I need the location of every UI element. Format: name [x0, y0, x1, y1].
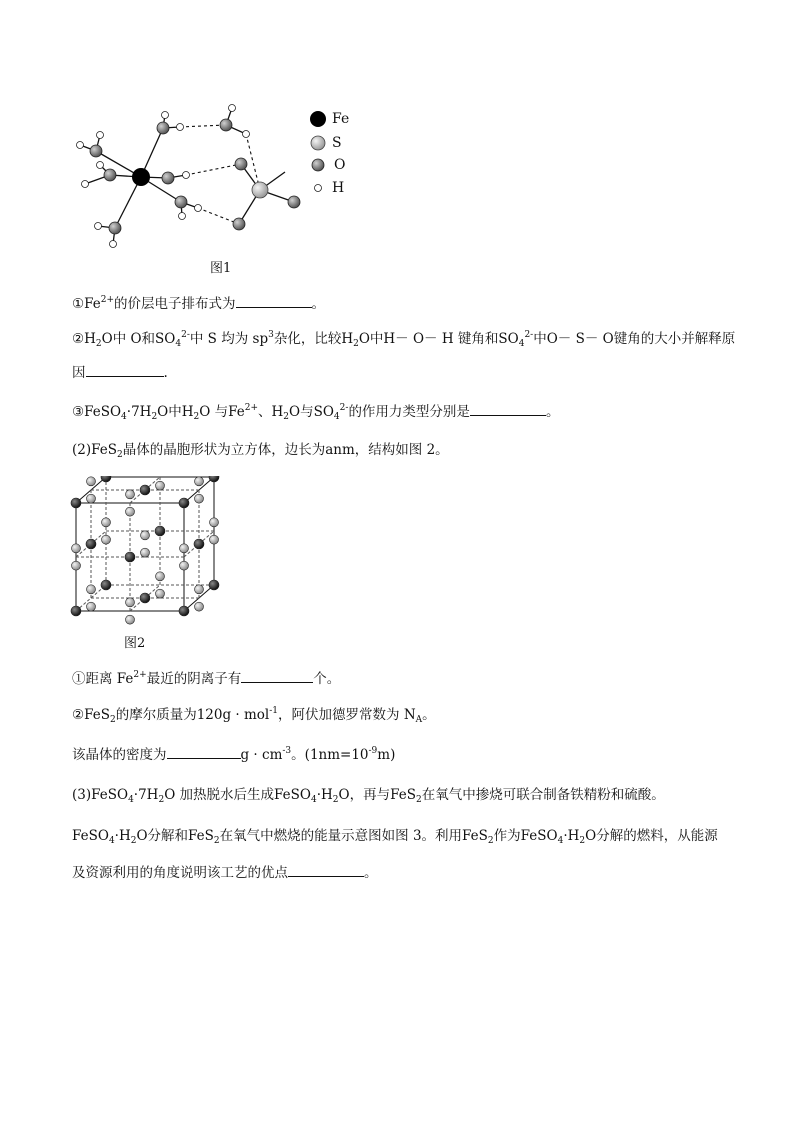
answer-blank[interactable] [288, 862, 364, 877]
text: FeSO [72, 828, 109, 844]
sup: -9 [368, 746, 378, 756]
q2-item3 [72, 741, 395, 765]
sup: 2- [524, 330, 534, 340]
fe-ion [194, 539, 204, 549]
oxygen-atoms [90, 119, 300, 234]
s-atom [195, 602, 204, 611]
text: O与SO [289, 404, 334, 420]
legend-swatches [308, 109, 328, 209]
legend-fe-swatch [310, 111, 326, 127]
text: 杂化，比较H [273, 331, 354, 347]
sub: 4 [333, 412, 340, 422]
s-atom [156, 589, 165, 598]
sup: 2+ [100, 295, 115, 305]
fe-ion [179, 606, 189, 616]
text: ·H [316, 787, 333, 803]
sup: 2- [339, 403, 349, 413]
text: g · cm [240, 747, 283, 763]
s-atom [195, 477, 204, 486]
sub: 4 [108, 836, 115, 846]
fe-ion [71, 498, 81, 508]
text: 作为FeSO [493, 828, 558, 844]
fe-ion [179, 498, 189, 508]
fe-ion [209, 476, 219, 482]
fe-ion [71, 606, 81, 616]
s-atom [87, 477, 96, 486]
s-atom [210, 535, 219, 544]
text: nm，结构如图 2。 [333, 442, 449, 458]
text: 中 S 均为 sp [189, 331, 269, 347]
text: 。 [364, 865, 378, 881]
sup: 3 [268, 330, 274, 340]
sup: 2+ [244, 403, 259, 413]
legend-label-s: S [332, 135, 342, 151]
text: O 与Fe [199, 404, 245, 420]
text: 及资源利用的角度说明该工艺的优点 [72, 865, 288, 881]
sup: 2- [181, 330, 190, 340]
legend-o-swatch [312, 159, 324, 171]
sub: 4 [121, 412, 127, 422]
text: FeSO [84, 404, 122, 420]
sup: -3 [282, 746, 292, 756]
sub: 2 [95, 339, 102, 349]
sub: 4 [310, 795, 317, 805]
fe-ion [140, 485, 150, 495]
s-atom [87, 602, 96, 611]
legend-label-h: H [332, 180, 345, 196]
text: ·7H [126, 404, 152, 420]
sub: 2 [109, 715, 116, 725]
text: O分解和FeS [136, 828, 214, 844]
q1-item1 [72, 290, 325, 314]
legend-label-o: O [334, 157, 346, 173]
text: 晶体的晶胞形状为立方体，边长为 [122, 442, 326, 458]
text: 在氧气中掺烧可联合制备铁精粉和硫酸。 [421, 787, 665, 803]
text: 距离 Fe [85, 671, 134, 687]
fes2-unit-cell-diagram [66, 476, 226, 626]
s-atom [180, 561, 189, 570]
figure-2 [66, 476, 226, 626]
sub: 2 [579, 836, 586, 846]
legend-h-swatch [315, 185, 322, 192]
text: 。(1nm=10 [291, 747, 369, 763]
legend-label-fe: Fe [332, 111, 350, 127]
sup: -1 [269, 706, 279, 716]
marker: ③ [72, 404, 85, 420]
s-atom [126, 507, 135, 516]
cell-edges [76, 477, 214, 611]
sub: 2 [193, 412, 200, 422]
s-atom [141, 531, 150, 540]
iron-atom [132, 168, 150, 186]
text: O分解的燃料，从能源 [585, 828, 718, 844]
s-atom [102, 535, 111, 544]
text: 该晶体的密度为 [72, 747, 167, 763]
text: O中 O和SO [101, 331, 176, 347]
sub: 4 [128, 795, 134, 805]
text: m) [377, 747, 396, 763]
text: ·7H [133, 787, 159, 803]
q3-line2 [72, 826, 718, 851]
q1-item2-continued [72, 362, 168, 383]
s-atom [156, 481, 165, 490]
answer-blank[interactable] [236, 293, 312, 308]
text: 。 [422, 707, 436, 723]
marker: ① [72, 671, 86, 687]
answer-blank[interactable] [470, 401, 546, 416]
text: 在氧气中燃烧的能量示意图如图 3。利用FeS [219, 828, 488, 844]
fe-ion [140, 593, 150, 603]
text: 中O－ S－ O键角的大小并解释原 [533, 331, 736, 347]
sub: 2 [130, 836, 137, 846]
text: O中H－ O－ H 键角和SO [358, 331, 519, 347]
q3-line3 [72, 862, 378, 883]
figure-1-caption: 图1 [210, 261, 232, 276]
text: O，再与FeS [338, 787, 416, 803]
text: (2)FeS [72, 442, 117, 458]
sub: A [415, 715, 423, 725]
sub: 4 [175, 339, 182, 349]
s-atom [72, 544, 81, 553]
sub: 2 [213, 836, 220, 846]
s-atom [195, 494, 204, 503]
s-atom [210, 518, 219, 527]
fe-ion [101, 580, 111, 590]
text: 的摩尔质量为120g · mol [115, 707, 270, 723]
s-atom [126, 490, 135, 499]
fe-ion [101, 476, 111, 482]
s-atom [180, 544, 189, 553]
s-atom [102, 518, 111, 527]
sub: 4 [557, 836, 564, 846]
s-atom [87, 494, 96, 503]
text: H [84, 331, 96, 347]
s-atom [87, 585, 96, 594]
s-atom [126, 615, 135, 624]
q1-item3 [72, 398, 559, 427]
s-atom [195, 585, 204, 594]
sulfur-atom [252, 182, 268, 198]
fe-ion [209, 580, 219, 590]
s-atom [156, 572, 165, 581]
sub: 2 [283, 412, 290, 422]
text: 最近的阴离子有 [146, 671, 242, 687]
sub: 2 [332, 795, 339, 805]
sub: 2 [415, 795, 422, 805]
text: Fe [84, 296, 101, 312]
text: (3)FeSO [72, 787, 129, 803]
text: ·H [114, 828, 131, 844]
text: 因 [72, 365, 86, 381]
q2-item1 [72, 665, 340, 689]
q2-item2 [72, 701, 436, 730]
text: 。 [311, 296, 326, 312]
sub: 4 [518, 339, 525, 349]
text: O 加热脱水后生成FeSO [164, 787, 311, 803]
answer-blank[interactable] [86, 362, 164, 377]
figure-2-caption: 图2 [124, 636, 146, 651]
text: ·H [563, 828, 580, 844]
fe-ion [125, 552, 135, 562]
marker: ② [72, 331, 85, 347]
text: 、H [258, 404, 284, 420]
s-atom [126, 598, 135, 607]
marker: ② [72, 707, 85, 723]
text: a [325, 442, 334, 458]
sub: 2 [158, 795, 165, 805]
sub: 2 [151, 412, 158, 422]
sub: 2 [487, 836, 494, 846]
s-atom [72, 561, 81, 570]
text: 的价层电子排布式为 [114, 296, 236, 312]
cell-atoms [71, 476, 219, 624]
marker: ① [72, 296, 85, 312]
sup: 2+ [133, 670, 147, 680]
fe-ion [86, 539, 96, 549]
s-atom [141, 548, 150, 557]
text: 个。 [313, 671, 341, 687]
sub: 2 [353, 339, 359, 349]
fe-ion [155, 526, 165, 536]
text: FeS [84, 707, 110, 723]
q1-item2 [72, 325, 735, 354]
text: 的作用力类型分别是 [348, 404, 470, 420]
q3-line1 [72, 785, 665, 810]
answer-blank[interactable] [167, 744, 241, 759]
text: . [163, 365, 168, 381]
text: ，阿伏加德罗常数为 N [278, 707, 416, 723]
sub: 2 [117, 450, 123, 460]
text: O中H [157, 404, 194, 420]
q2-intro [72, 440, 449, 465]
text: 。 [545, 404, 560, 420]
answer-blank[interactable] [241, 668, 313, 683]
legend-s-swatch [311, 136, 325, 150]
